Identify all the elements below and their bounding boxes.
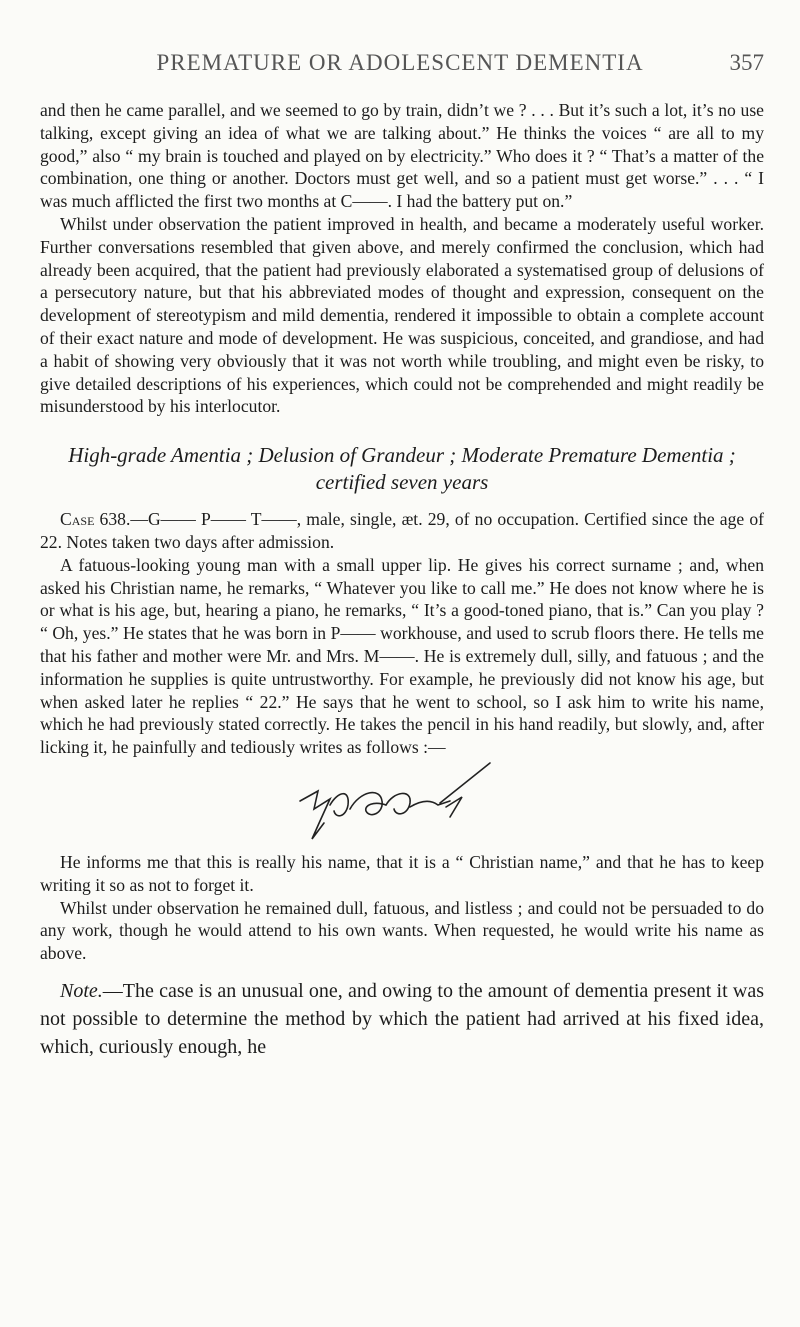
signature-scrawl [290,761,550,851]
case-intro [40,508,764,554]
paragraph-observation: Whilst under observation the patient improved in health, and became a moderately useful worker. Further conversations resembled that given above, and merely confirmed the conclusion, which had already been acquired, that the patient had previously elaborated a systematised group of delusions of a persecutory nature, but that his abbreviated modes of thought and expression, consequent on the development of stereotypism and mild dementia, rendered it impossible to obtain a complete account of their exact nature and mode of development. He was suspicious, conceited, and grandiose, and had a habit of showing very obviously that it was not worth while troubling, and might even be risky, to give detailed descriptions of his experiences, which could not be comprehended and might readily be misunderstood by his interlocutor. [40,213,764,417]
handwritten-signature [40,759,764,851]
page-number: 357 [729,50,764,75]
body-text [40,99,764,1061]
note-label: Note. [60,979,103,1002]
running-head [40,50,764,80]
running-title: PREMATURE OR ADOLESCENT DEMENTIA [156,50,644,75]
paragraph-outcome: Whilst under observation he remained dull, fatuous, and listless ; and could not be persuaded to do any work, though he would attend to his own wants. When requested, he would write his name as above. [40,897,764,964]
case-heading: High-grade Amentia ; Delusion of Grandeur ; Moderate Premature Dementia ; certified seven years [68,443,736,495]
note-text: —The case is an unusual one, and owing to the amount of dementia present it was not possible to determine the method by which the patient had arrived at his fixed idea, which, curiously enough, he [40,979,764,1058]
case-label: Case 638. [60,509,131,530]
paragraph-examination: A fatuous-looking young man with a small upper lip. He gives his correct surname ; and, when asked his Christian name, he remarks, “ Whatever you like to call me.” He does not know where he is or what is his age, but, hearing a piano, he remarks, “ It’s a good-toned piano, that is.” Can you play ? “ Oh, yes.” He states that he was born in P—— workhouse, and used to scrub floors there. He tells me that his father and mother were Mr. and Mrs. M——. He is extremely dull, silly, and fatuous ; and the information he supplies is quite untrustworthy. For example, he previously did not know his age, but when asked later he replies “ 22.” He says that he went to school, so I ask him to write his name, which he had previously stated correctly. He takes the pencil in his hand readily, but slowly, and, after licking it, he painfully and tediously writes as follows :— [40,554,764,758]
case-intro-text: —G—— P—— T——, male, single, æt. 29, of no occupation. Certified since the age of 22. Notes taken two days after admission. [40,509,764,552]
paragraph-continued: and then he came parallel, and we seemed to go by train, didn’t we ? . . . But it’s such a lot, it’s no use talking, except giving an idea of what we are talking about.” He thinks the voices “ are all to my good,” also “ my brain is touched and played on by electricity.” Who does it ? “ That’s a matter of the combination, one thing or another. Doctors must get well, and so a patient must get worse.” . . . “ I was much afflicted the first two months at C——. I had the battery put on.” [40,100,764,212]
paragraph-name-explanation: He informs me that this is really his name, that it is a “ Christian name,” and that he has to keep writing it so as not to forget it. [40,851,764,895]
note-paragraph [40,977,764,1061]
